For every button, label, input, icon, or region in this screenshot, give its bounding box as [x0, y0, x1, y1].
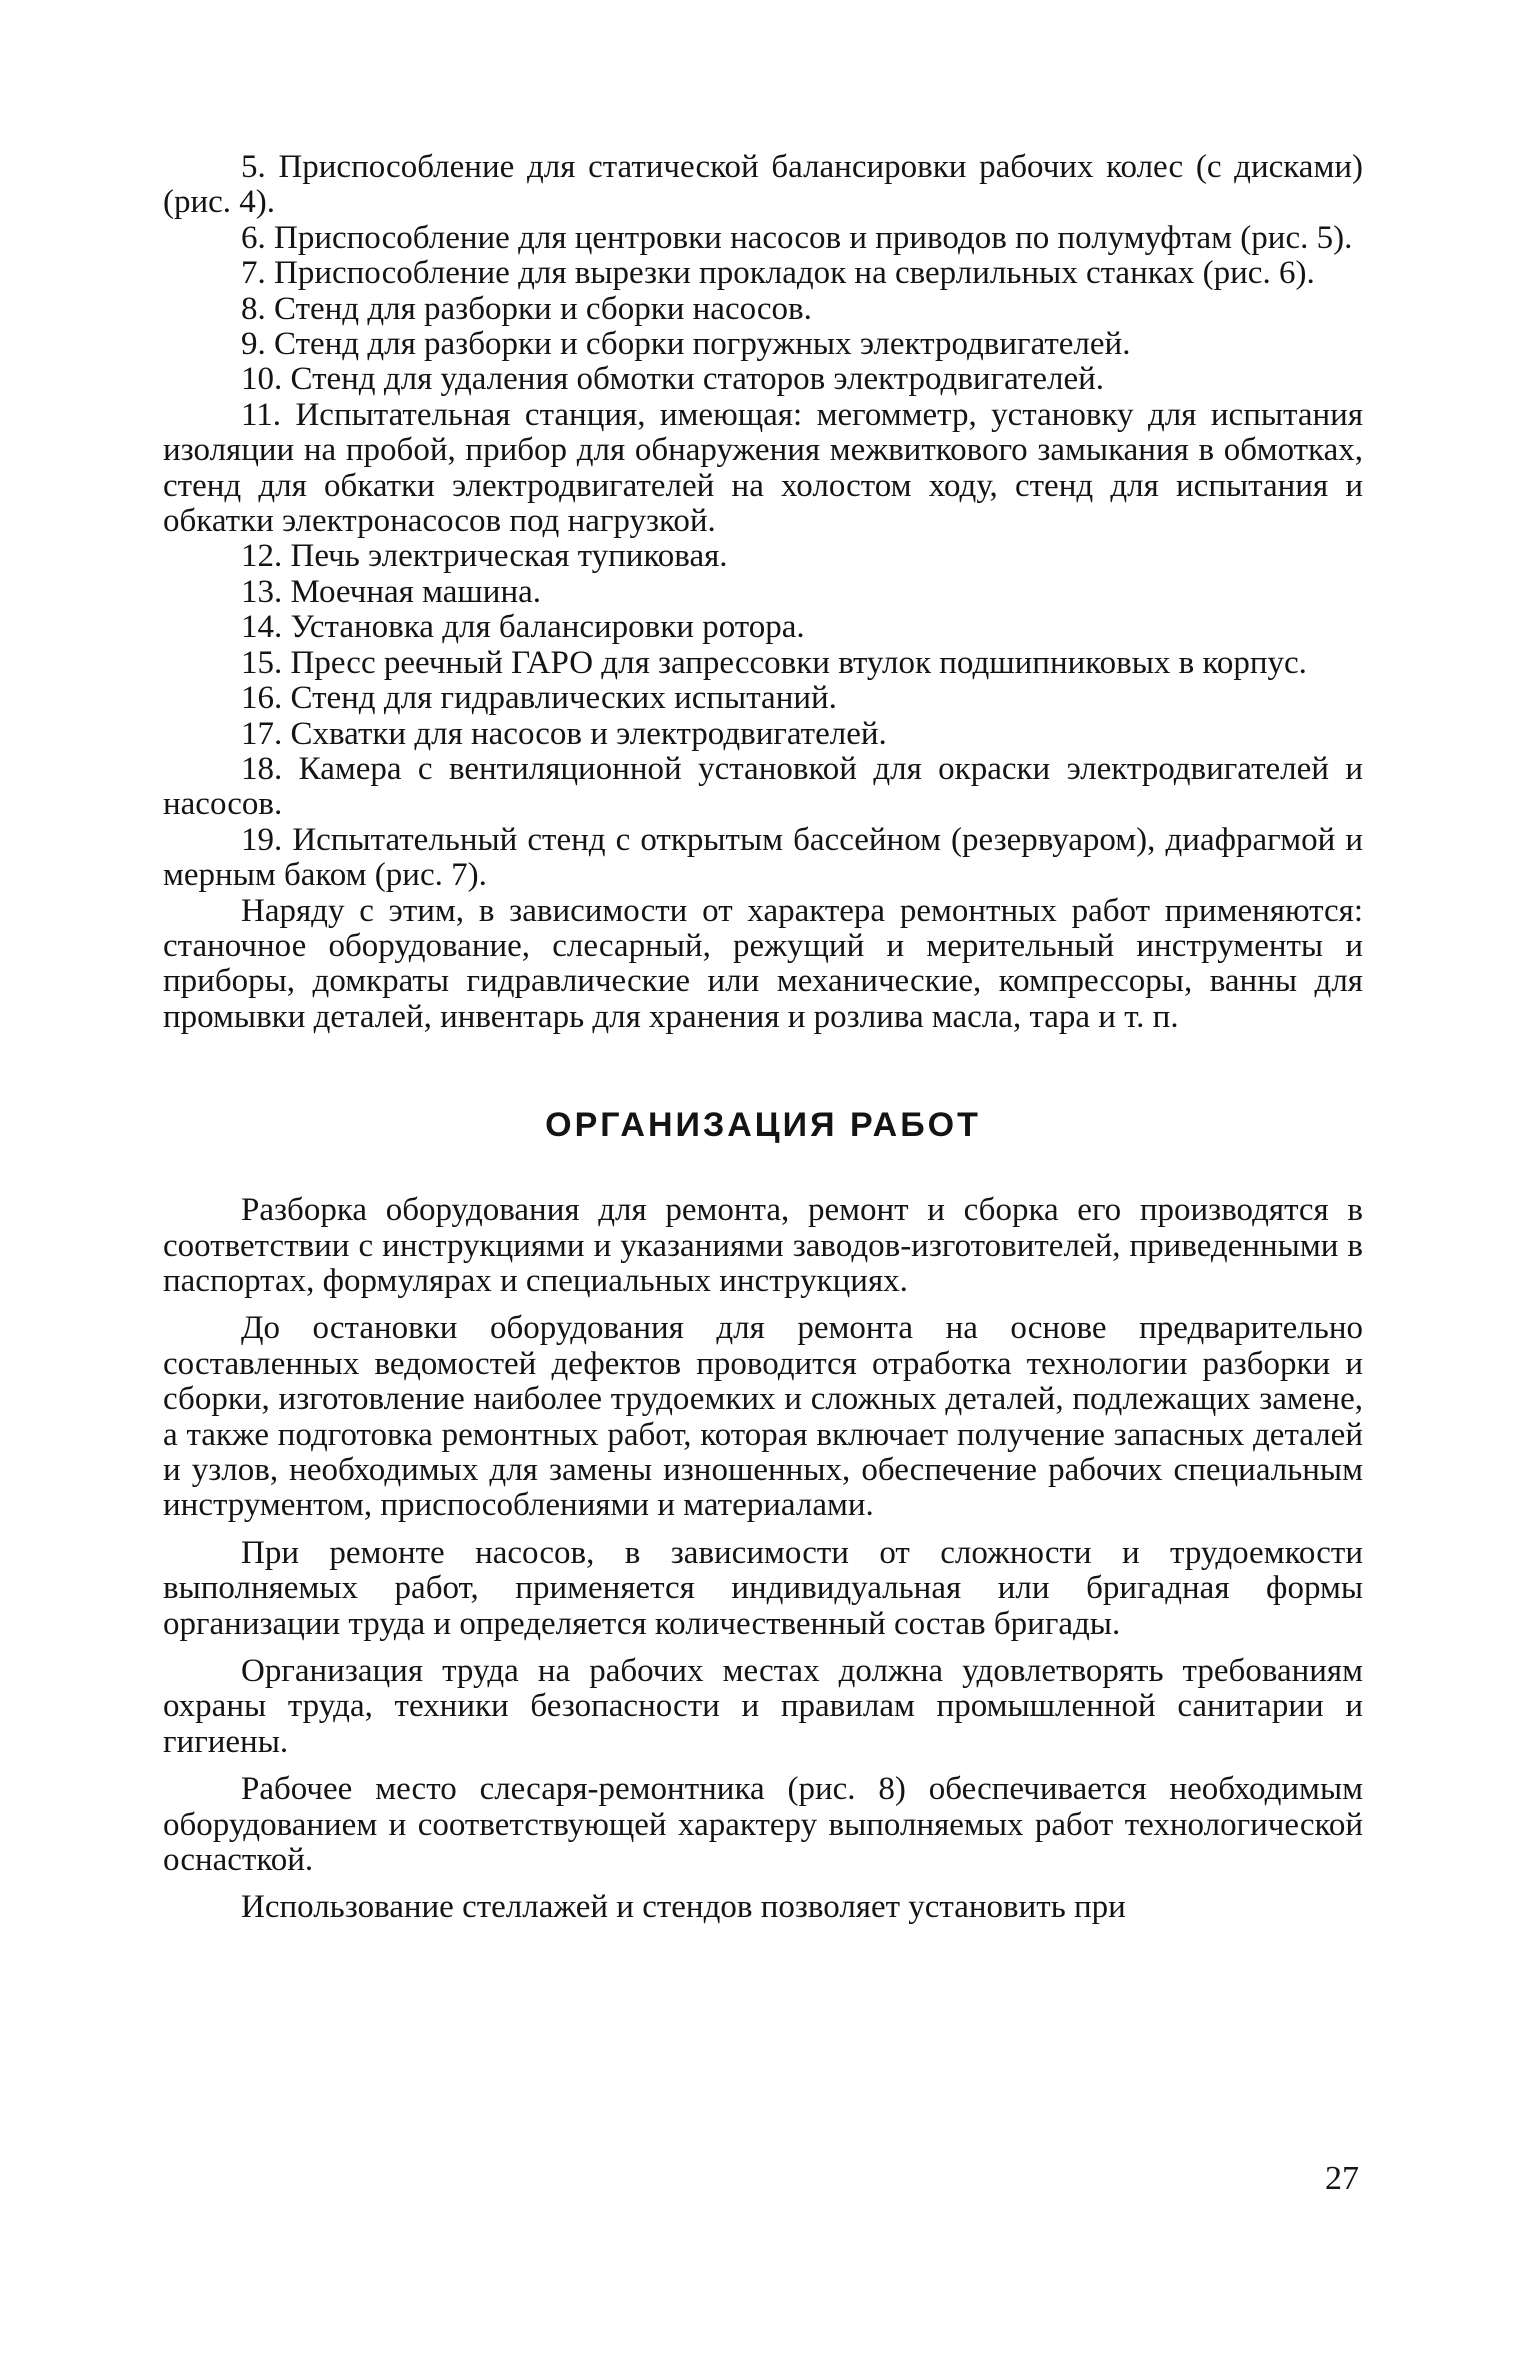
- body-paragraph: Организация труда на рабочих местах должна удовлетворять требованиям охраны труда, техники безопасности и правилам промышленной санитарии и гигиены.: [163, 1653, 1363, 1760]
- body-paragraph: Использование стеллажей и стендов позволяет установить при: [241, 1889, 1126, 1926]
- section-heading: ОРГАНИЗАЦИЯ РАБОТ: [545, 1106, 981, 1145]
- list-item: 10. Стенд для удаления обмотки статоров электродвигателей.: [241, 361, 1105, 398]
- list-item: 12. Печь электрическая тупиковая.: [241, 538, 728, 575]
- body-paragraph: До остановки оборудования для ремонта на основе предварительно составленных ведомостей дефектов проводится отработка технологии разборки и сборки, изготовление наиболее трудоемких и сложных деталей, подлежащих замене, а также подготовка ремонтных работ, которая включает получение запасных деталей и узлов, необходимых для замены изношенных, обеспечение рабочих специальным инструментом, приспособлениями и материалами.: [163, 1310, 1363, 1524]
- list-item: 5. Приспособление для статической балансировки рабочих колес (с дисками) (рис. 4).: [163, 149, 1363, 221]
- document-page: [163, 150, 1363, 1938]
- section-body: [163, 1193, 1363, 1926]
- list-item: 15. Пресс реечный ГАРО для запрессовки втулок подшипниковых в корпус.: [241, 644, 1307, 681]
- list-item: 8. Стенд для разборки и сборки насосов.: [241, 290, 812, 327]
- list-item: 14. Установка для балансировки ротора.: [241, 609, 805, 646]
- list-item: 17. Схватки для насосов и электродвигателей.: [241, 715, 887, 752]
- list-item: 18. Камера с вентиляционной установкой для окраски электродвигателей и насосов.: [163, 750, 1363, 823]
- list-item: 16. Стенд для гидравлических испытаний.: [241, 680, 837, 717]
- list-item: 9. Стенд для разборки и сборки погружных электродвигателей.: [241, 326, 1131, 363]
- body-paragraph: Разборка оборудования для ремонта, ремонт и сборка его производятся в соответствии с инструкциями и указаниями заводов-изготовителей, приведенными в паспортах, формулярах и специальных инструкциях.: [163, 1192, 1363, 1299]
- body-paragraph: Рабочее место слесаря-ремонтника (рис. 8) обеспечивается необходимым оборудованием и соответствующей характеру выполняемых работ технологической оснасткой.: [163, 1771, 1363, 1879]
- equipment-list: [163, 150, 1363, 1035]
- list-item: 7. Приспособление для вырезки прокладок на сверлильных станках (рис. 6).: [241, 255, 1315, 292]
- body-paragraph: При ремонте насосов, в зависимости от сложности и трудоемкости выполняемых работ, применяется индивидуальная или бригадная формы организации труда и определяется количественный состав бригады.: [163, 1534, 1363, 1642]
- list-item: 6. Приспособление для центровки насосов и приводов по полумуфтам (рис. 5).: [241, 219, 1353, 256]
- page-number: 27: [1325, 2160, 1359, 2197]
- list-item: 19. Испытательный стенд с открытым бассейном (резервуаром), диафрагмой и мерным баком (рис. 7).: [163, 821, 1363, 894]
- list-item: 13. Моечная машина.: [241, 573, 542, 610]
- list-paragraph: Наряду с этим, в зависимости от характера ремонтных работ применяются: станочное оборудование, слесарный, режущий и мерительный инструменты и приборы, домкраты гидравлические или механические, компрессоры, ванны для промывки деталей, инвентарь для хранения и розлива масла, тара и т. п.: [163, 892, 1363, 1035]
- list-item: 11. Испытательная станция, имеющая: мегомметр, установку для испытания изоляции на пробой, прибор для обнаружения межвиткового замыкания в обмотках, стенд для обкатки электродвигателей на холостом ходу, стенд для испытания и обкатки электронасосов под нагрузкой.: [163, 396, 1363, 540]
